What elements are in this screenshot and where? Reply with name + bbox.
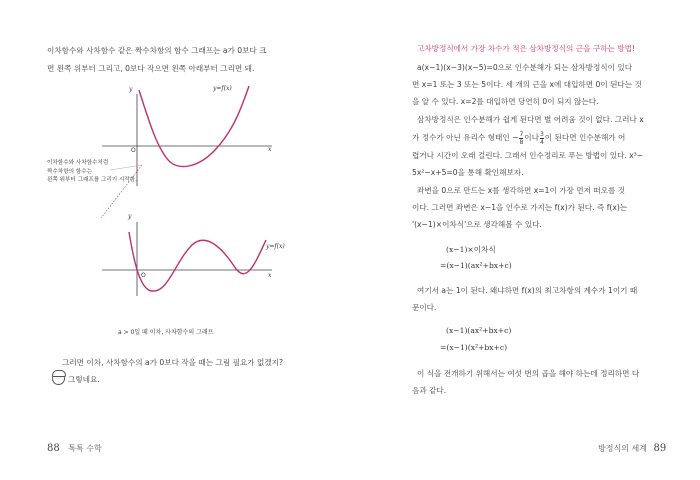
answer-text: 그렇네요. <box>68 375 100 384</box>
para2-line2-b: 이나 <box>524 133 539 142</box>
page-number-right: 89 <box>653 443 667 454</box>
para5-line1: 이 식을 전개하기 위해서는 여섯 번의 곱을 해야 하는데 정리하면 다 <box>417 369 640 378</box>
graph1-origin: O <box>131 147 136 154</box>
graph1-func-label: y=f(x) <box>213 85 232 92</box>
frac2-num: 3 <box>539 130 544 138</box>
graph2-y-label: y <box>128 213 132 220</box>
para2-line3: 렵거나 시간이 오래 걸린다. 그래서 인수정리로 푸는 방법이 있다. x³− <box>412 151 644 160</box>
para2-line4: 5x²−x+5=0을 통해 확인해보자. <box>412 168 524 177</box>
intro-line-2: 면 왼쪽 위부터 그리고, 0보다 작으면 왼쪽 아래부터 그리면 돼. <box>47 64 255 73</box>
intro-line-1: 이차함수와 사차함수 같은 짝수차항의 함수 그래프는 a가 0보다 크 <box>47 46 267 55</box>
graph2-curve <box>129 232 266 291</box>
graph-callout <box>47 159 137 185</box>
para3-line1: 좌변을 0으로 만드는 x를 생각하면 x=1이 가장 먼저 떠오를 것 <box>417 186 626 195</box>
para5-line2: 음과 같다. <box>412 386 447 395</box>
graph1-curve <box>139 86 249 166</box>
running-title-right: 방정식의 세계 <box>598 444 647 453</box>
graph1-y-label: y <box>129 86 133 93</box>
callout-line: 이차함수와 사차함수처럼 <box>47 160 109 166</box>
equation1-line2: =(x−1)(ax²+bx+c) <box>440 261 512 270</box>
para1-line2: 면 x=1 또는 3 또는 5이다. 세 개의 근을 x에 대입하면 0이 된다는 것 <box>412 80 642 89</box>
page-number-left: 88 <box>47 443 60 454</box>
callout-line: 짝수차항의 함수는 <box>47 168 93 175</box>
fraction-3-4 <box>540 131 544 146</box>
graph2-x-label: x <box>268 272 272 279</box>
para1-line1: a(x−1)(x−3)(x−5)=0으로 인수분해가 되는 삼차방정식이 있다 <box>417 63 633 72</box>
section-heading: 고차방정식에서 가장 차수가 적은 삼차방정식의 근을 구하는 방법! <box>417 44 635 53</box>
frac1-den: 8 <box>519 138 524 146</box>
graph2-origin: O <box>141 272 146 279</box>
left-footer <box>47 443 102 454</box>
para3-line2: 이다. 그러면 좌변은 x−1을 인수로 가지는 f(x)가 된다. 즉 f(x)는 <box>412 203 628 212</box>
para4-line1: 여기서 a는 1이 된다. 왜냐하면 f(x)의 최고차항의 계수가 1이기 때 <box>417 286 638 295</box>
para4-line2: 문이다. <box>412 303 437 312</box>
question-text: 그러면 이차, 사차함수의 a가 0보다 작을 때는 그림 필요가 없겠지? <box>62 358 284 367</box>
equation2-line2: =(x−1)(x²+bx+c) <box>440 343 508 352</box>
running-title-left: 톡톡 수학 <box>68 444 102 453</box>
graph2-func-label: y=f(x) <box>266 243 285 250</box>
para1-line3: 을 알 수 있다. x=2를 대입하면 당연히 0이 되지 않는다. <box>412 97 599 106</box>
equation2-line1: (x−1)(ax²+bx+c) <box>446 326 512 335</box>
right-footer <box>598 443 666 454</box>
equation1-line1: (x−1)×이차식 <box>446 245 496 254</box>
para3-line3: '(x−1)×이차식'으로 생각해볼 수 있다. <box>412 220 542 229</box>
callout-line: 왼쪽 위부터 그래프를 그리기 시작함. <box>47 177 137 183</box>
fraction-neg-7-8 <box>519 131 523 146</box>
para2-line1: 삼차방정식은 인수분해가 쉽게 된다면 별 어려움 것이 없다. 그러나 x <box>417 115 644 124</box>
para2-line2 <box>412 130 625 146</box>
frac1-num: 7 <box>519 130 524 138</box>
graph1-x-label: x <box>268 146 272 153</box>
para2-line2-c: 이 된다면 인수분해가 어 <box>544 133 626 142</box>
figure-caption: a > 0일 때 이차, 사차함수의 그래프 <box>118 329 214 336</box>
student-face-icon <box>52 372 65 385</box>
frac2-den: 4 <box>539 138 544 146</box>
para2-line2-a: 가 정수가 아닌 유리수 형태인 − <box>412 133 519 142</box>
